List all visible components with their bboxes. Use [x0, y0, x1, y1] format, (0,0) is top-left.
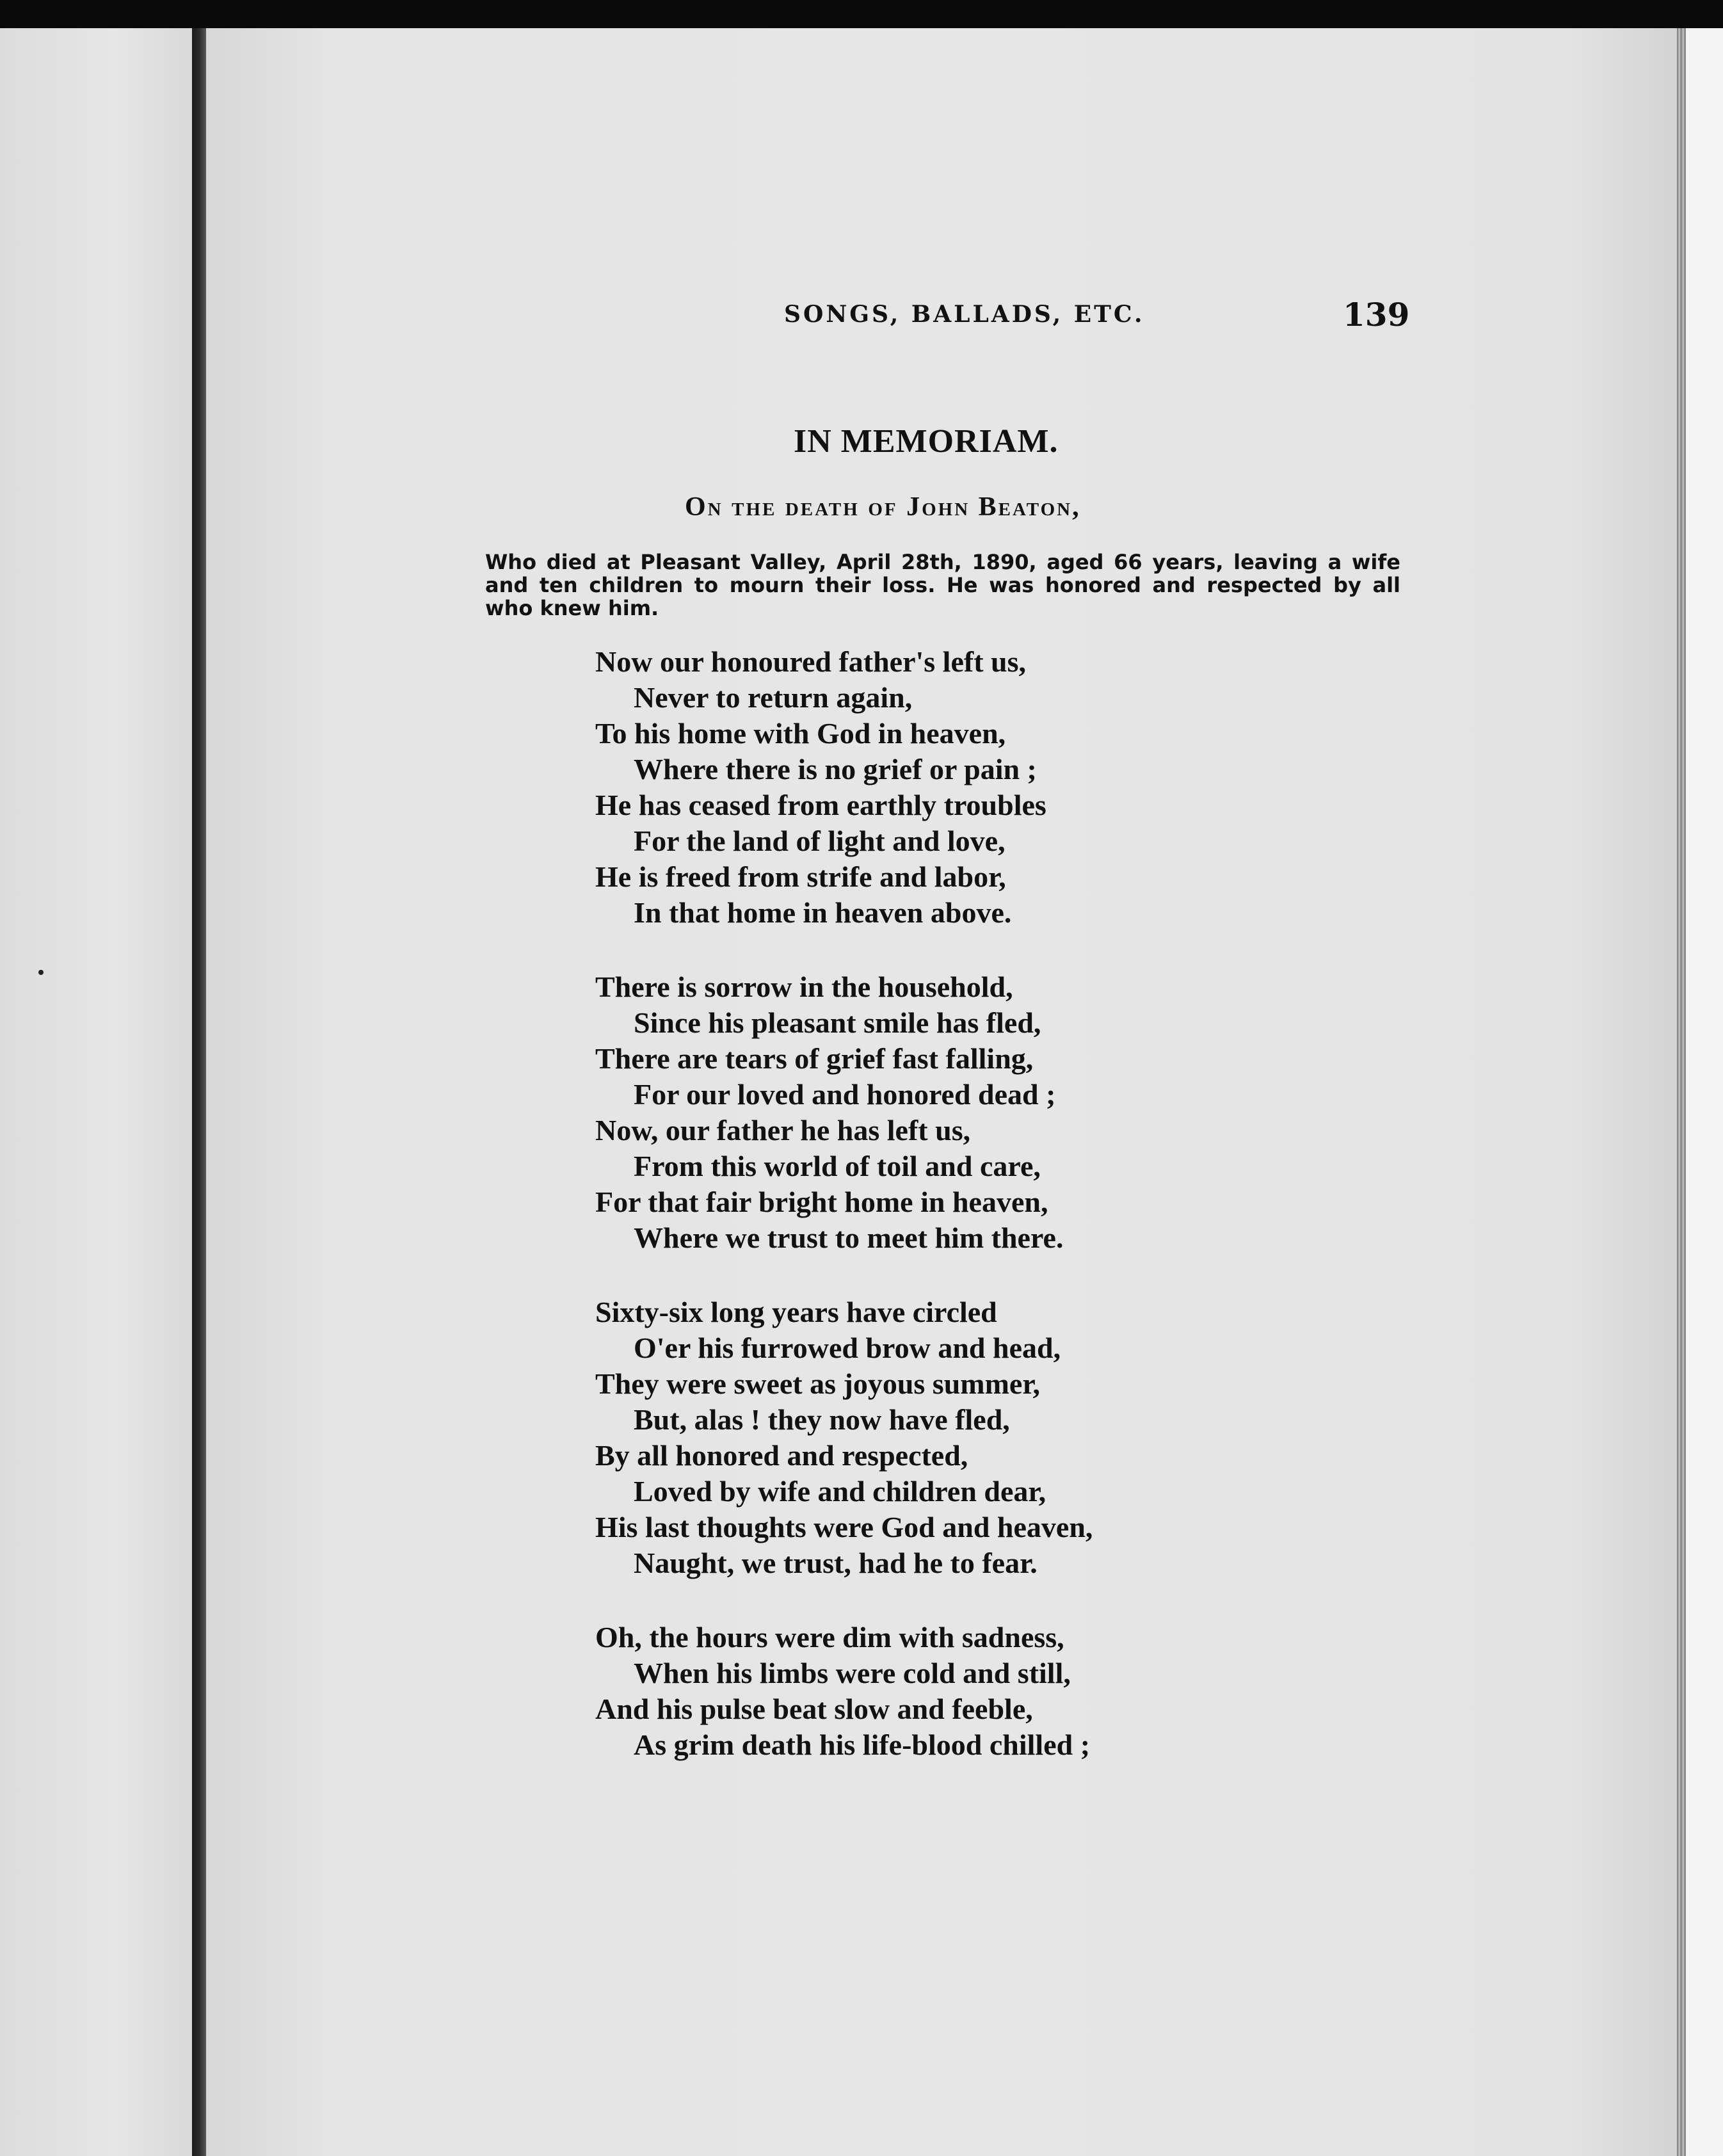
- verse-line: And his pulse beat slow and feeble,: [595, 1693, 1033, 1725]
- verse-line: Sixty-six long years have circled: [595, 1296, 997, 1328]
- page-number: 139: [1343, 296, 1410, 334]
- stanza: [595, 969, 1093, 1256]
- verse-line: There is sorrow in the household,: [595, 970, 1013, 1003]
- stanza: [595, 644, 1093, 931]
- running-head: SONGS, BALLADS, ETC.: [784, 301, 1145, 328]
- verse-line: Where there is no grief or pain ;: [634, 753, 1037, 785]
- verse-line: They were sweet as joyous summer,: [595, 1367, 1041, 1400]
- verse-line: There are tears of grief fast falling,: [595, 1042, 1034, 1075]
- verse-line: When his limbs were cold and still,: [634, 1657, 1071, 1689]
- verse-line: To his home with God in heaven,: [595, 717, 1006, 750]
- verse-line: Oh, the hours were dim with sadness,: [595, 1621, 1064, 1653]
- page-edge: [1677, 28, 1686, 2156]
- verse-line: Now, our father he has left us,: [595, 1114, 971, 1146]
- verse-line: Since his pleasant smile has fled,: [634, 1006, 1041, 1039]
- verse-line: Never to return again,: [634, 681, 913, 714]
- verse-line: As grim death his life-blood chilled ;: [634, 1728, 1091, 1761]
- stanza: [595, 1294, 1093, 1581]
- poem-title: IN MEMORIAM.: [794, 423, 1059, 460]
- scan-right-border: [1686, 28, 1723, 2156]
- verse-line: But, alas ! they now have fled,: [634, 1403, 1010, 1436]
- book-spine: [192, 28, 206, 2156]
- verse-line: From this world of toil and care,: [634, 1150, 1041, 1182]
- verse-line: Where we trust to meet him there.: [634, 1221, 1064, 1254]
- verse-line: Now our honoured father's left us,: [595, 645, 1026, 678]
- verse-line: Naught, we trust, had he to fear.: [634, 1547, 1038, 1579]
- verse-line: In that home in heaven above.: [634, 896, 1012, 929]
- verse-line: Loved by wife and children dear,: [634, 1475, 1046, 1508]
- left-page: [0, 28, 192, 2156]
- ink-speck: [38, 970, 44, 975]
- verse-line: His last thoughts were God and heaven,: [595, 1511, 1093, 1543]
- dedication-note: Who died at Pleasant Valley, April 28th, 1890, aged 66 years, leaving a wife and ten children to mourn their loss. He was honored and respected by all who knew him.: [485, 550, 1400, 620]
- verse-line: He has ceased from earthly troubles: [595, 789, 1046, 821]
- verse-line: O'er his furrowed brow and head,: [634, 1331, 1061, 1364]
- verse-line: He is freed from strife and labor,: [595, 860, 1006, 893]
- verse-line: By all honored and respected,: [595, 1439, 968, 1472]
- verse-line: For our loved and honored dead ;: [634, 1078, 1056, 1111]
- verse-line: For that fair bright home in heaven,: [595, 1186, 1048, 1218]
- stanza: [595, 1620, 1093, 1763]
- scan-top-border: [0, 0, 1723, 28]
- poem-subtitle: On the death of John Beaton,: [685, 492, 1081, 522]
- poem-body: [595, 644, 1093, 1801]
- verse-line: For the land of light and love,: [634, 825, 1006, 857]
